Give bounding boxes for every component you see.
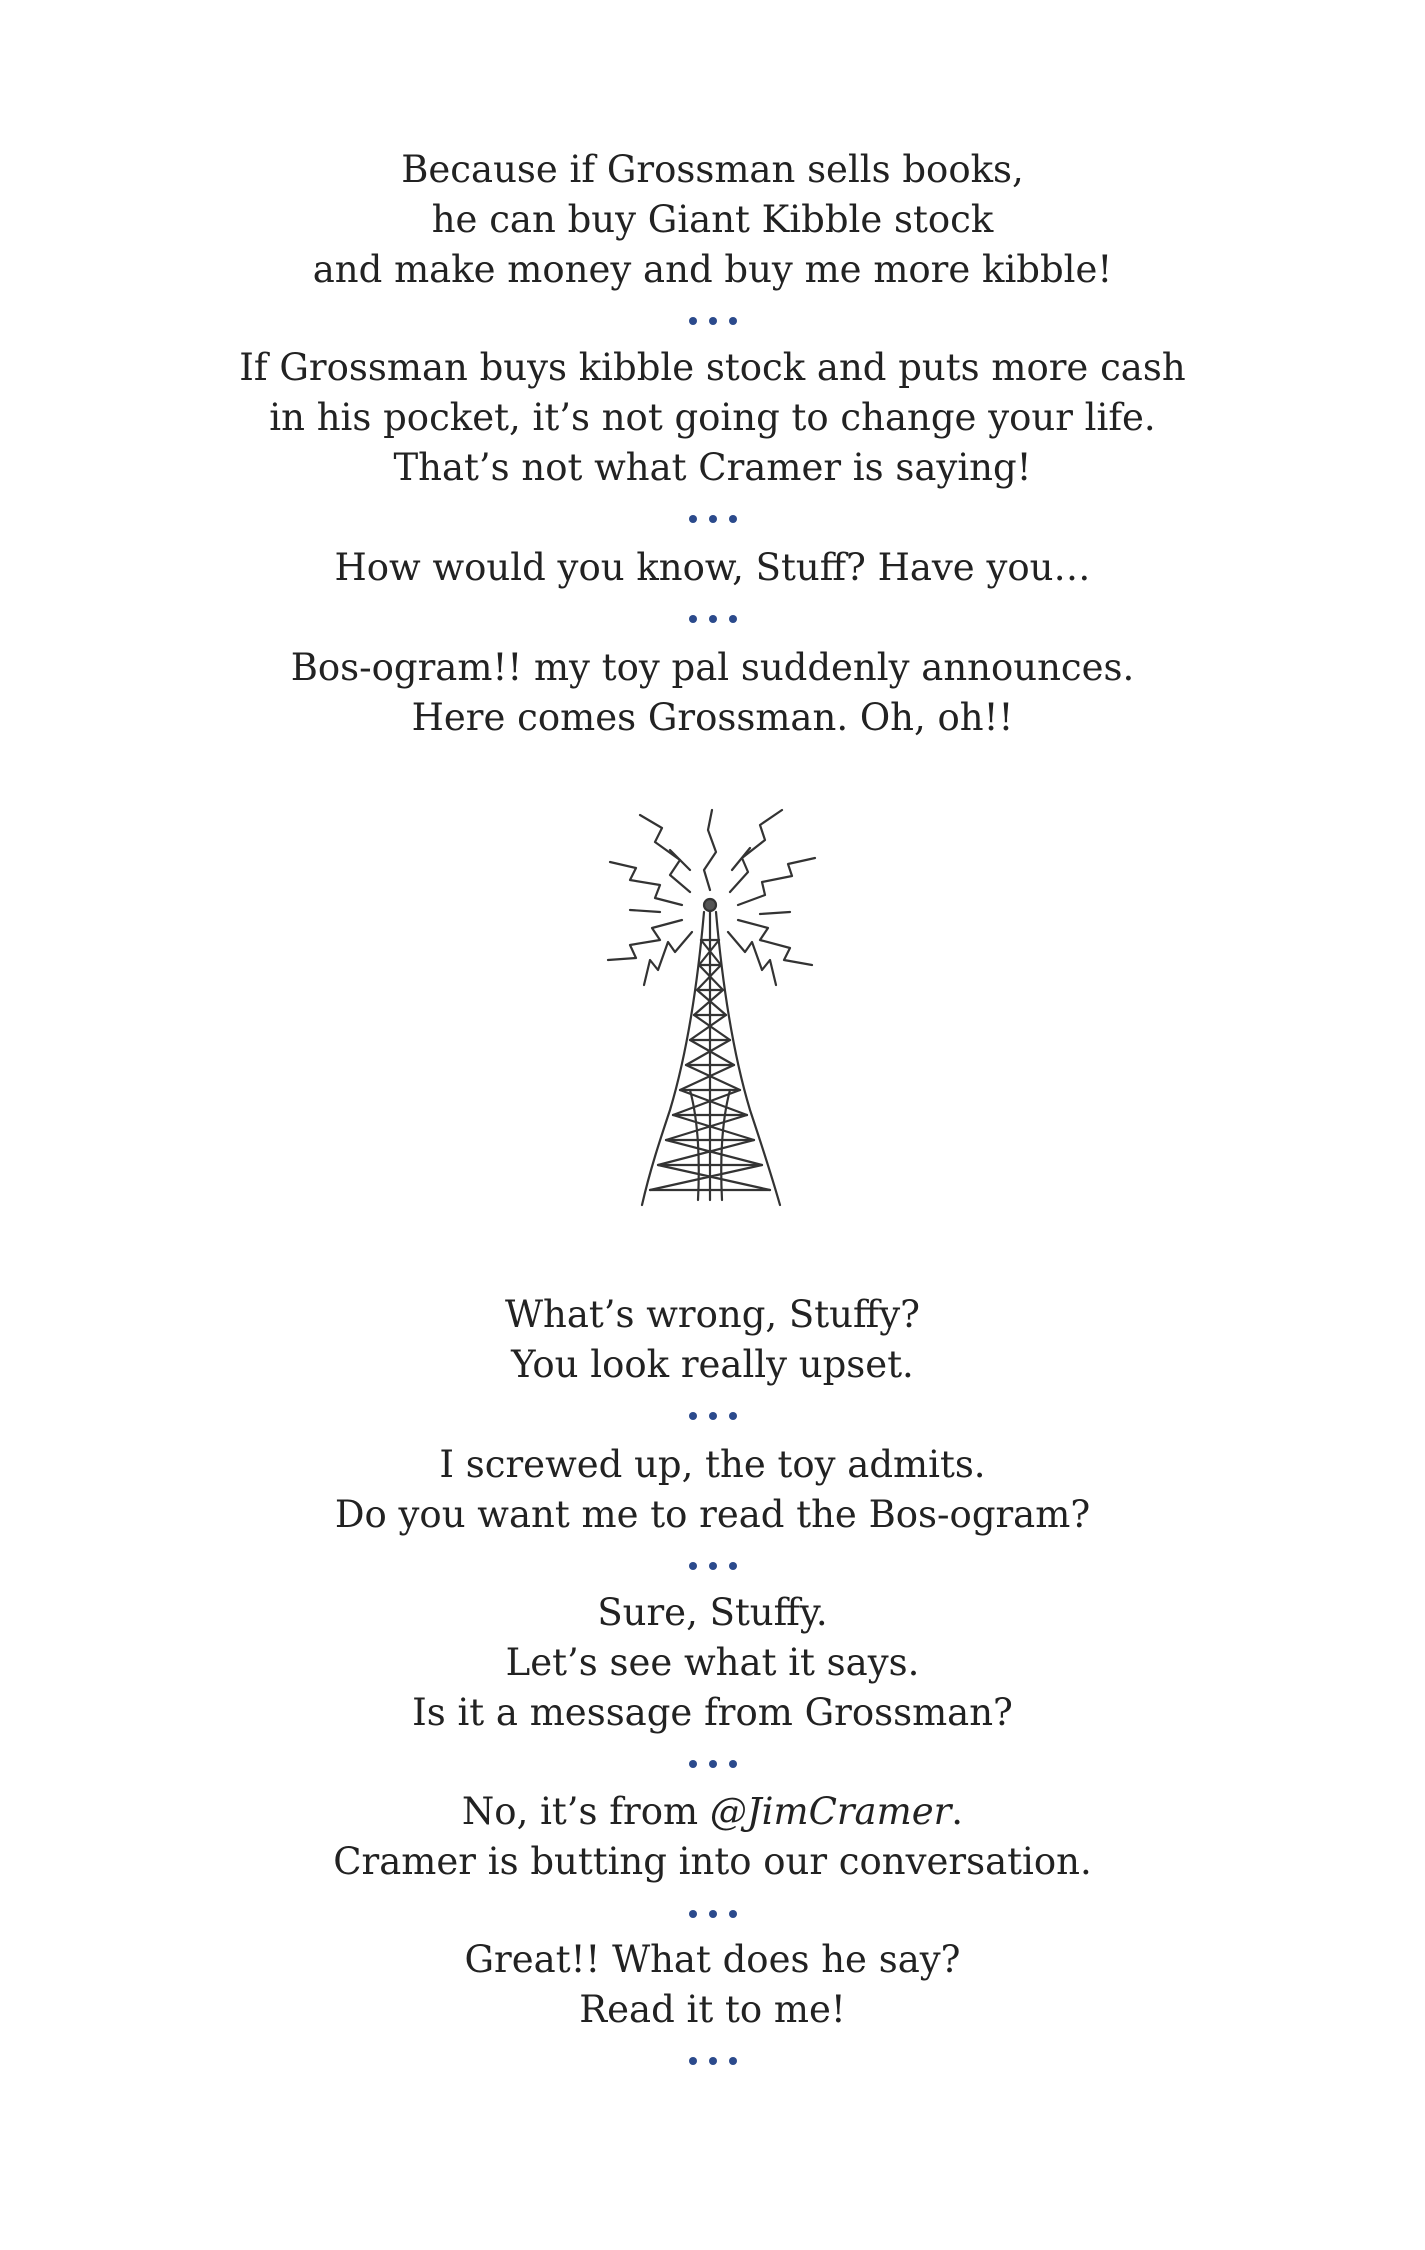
text-prefix: No, it’s from [461,1790,710,1833]
text-line: That’s not what Cramer is saying! [393,446,1032,489]
separator-dots [0,1753,1425,1773]
passage-8 [0,1787,1425,1887]
text-line: Great!! What does he say? [464,1938,961,1981]
text-line: How would you know, Stuff? Have you… [334,546,1091,589]
separator-dots [0,2050,1425,2070]
passage-7 [0,1588,1425,1738]
text-line: Bos-ogram!! my toy pal suddenly announces. [290,646,1135,689]
text-line: Cramer is butting into our conversation. [333,1840,1092,1883]
text-line: Sure, Stuffy. [597,1591,828,1634]
twitter-handle: @JimCramer [709,1790,952,1833]
text-line: Let’s see what it says. [505,1641,920,1684]
passage-4 [0,643,1425,743]
passage-9 [0,1935,1425,2035]
passage-6 [0,1440,1425,1540]
text-line: Is it a message from Grossman? [412,1691,1013,1734]
text-line: he can buy Giant Kibble stock [431,198,994,241]
passage-2 [0,343,1425,493]
text-line: Here comes Grossman. Oh, oh!! [411,696,1014,739]
separator-dots [0,608,1425,628]
passage-5 [0,1290,1425,1390]
separator-dots [0,310,1425,330]
text-line: Do you want me to read the Bos-ogram? [334,1493,1091,1536]
passage-3 [0,543,1425,593]
text-line: If Grossman buys kibble stock and puts more cash [239,346,1186,389]
text-line: I screwed up, the toy admits. [439,1443,986,1486]
text-suffix: . [951,1790,964,1833]
text-line: Read it to me! [579,1988,846,2031]
radio-tower-icon [570,780,850,1240]
text-line: You look really upset. [511,1343,914,1386]
text-line: What’s wrong, Stuffy? [504,1293,921,1336]
text-line: and make money and buy me more kibble! [312,248,1113,291]
separator-dots [0,1903,1425,1923]
text-line: in his pocket, it’s not going to change your life. [269,396,1156,439]
separator-dots [0,508,1425,528]
separator-dots [0,1405,1425,1425]
text-line: Because if Grossman sells books, [401,148,1024,191]
passage-1 [0,145,1425,295]
separator-dots [0,1555,1425,1575]
text-line [0,1787,1425,1837]
